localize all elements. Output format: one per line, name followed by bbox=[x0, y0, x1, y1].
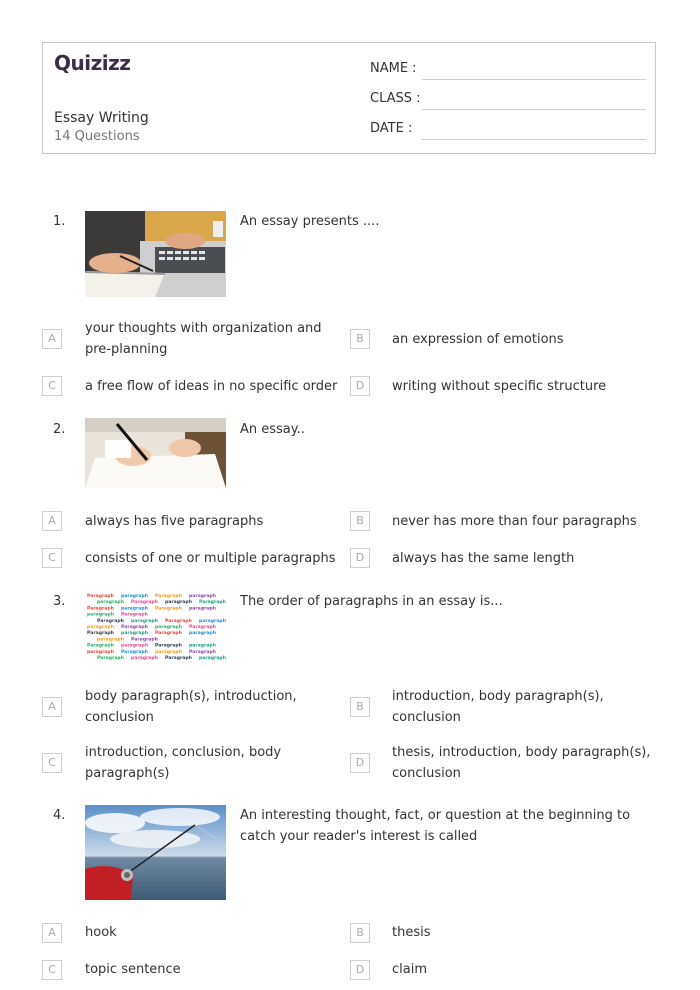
paragraph-word-cloud bbox=[85, 591, 226, 663]
word-cloud-word: Paragraph bbox=[189, 625, 216, 630]
q1-option-a-letter[interactable]: A bbox=[42, 329, 62, 349]
word-cloud-word: Paragraph bbox=[165, 656, 192, 661]
q2-option-d-text: always has the same length bbox=[392, 551, 575, 566]
word-cloud-word: paragraph bbox=[189, 643, 216, 649]
q1-option-c-letter[interactable]: C bbox=[42, 376, 62, 396]
word-cloud-word: paragraph bbox=[131, 618, 158, 624]
quizizz-logo: Quizizz bbox=[54, 51, 131, 75]
q4-option-d-text: claim bbox=[392, 962, 428, 977]
name-field[interactable] bbox=[370, 61, 646, 81]
word-cloud-word: paragraph bbox=[131, 656, 158, 661]
class-field[interactable] bbox=[370, 91, 646, 111]
q2-option-c-text: consists of one or multiple paragraphs bbox=[85, 551, 336, 566]
quiz-title: Essay Writing bbox=[54, 110, 149, 126]
word-cloud-word: Paragraph bbox=[155, 606, 182, 612]
q3-option-c-letter[interactable]: C bbox=[42, 753, 62, 773]
q3-option-b-text: introduction, body paragraph(s), conclusion bbox=[392, 689, 604, 725]
q1-option-c-text: a free flow of ideas in no specific order bbox=[85, 379, 338, 394]
word-cloud-word: Paragraph bbox=[155, 631, 182, 637]
q2-option-b-letter[interactable]: B bbox=[350, 511, 370, 531]
word-cloud-word: Paragraph bbox=[155, 594, 182, 599]
date-field[interactable] bbox=[370, 121, 646, 141]
q3-option-a-text: body paragraph(s), introduction, conclusion bbox=[85, 689, 297, 725]
word-cloud-word: paragraph bbox=[87, 625, 114, 630]
q1-option-d-letter[interactable]: D bbox=[350, 376, 370, 396]
word-cloud-word: paragraph bbox=[165, 600, 192, 606]
word-cloud-word: paragraph bbox=[189, 606, 216, 612]
word-cloud-word: Paragraph bbox=[199, 600, 226, 606]
question-4-number: 4. bbox=[53, 808, 66, 823]
q4-option-b-letter[interactable]: B bbox=[350, 923, 370, 943]
q4-option-c-text: topic sentence bbox=[85, 962, 181, 977]
q1-option-d-text: writing without specific structure bbox=[392, 379, 607, 394]
q3-option-b-letter[interactable]: B bbox=[350, 697, 370, 717]
word-cloud-word: Paragraph bbox=[131, 637, 158, 643]
word-cloud-word: Paragraph bbox=[121, 612, 148, 618]
question-3-number: 3. bbox=[53, 594, 66, 609]
fishing-photo bbox=[85, 805, 226, 900]
q3-option-a-letter[interactable]: A bbox=[42, 697, 62, 717]
word-cloud-word: Paragraph bbox=[165, 618, 192, 624]
word-cloud-word: paragraph bbox=[121, 631, 148, 637]
word-cloud-word: Paragraph bbox=[121, 649, 148, 655]
word-cloud-word: paragraph bbox=[97, 637, 124, 643]
word-cloud-word: paragraph bbox=[189, 631, 216, 637]
word-cloud-word: Paragraph bbox=[87, 594, 114, 599]
q2-option-c-letter[interactable]: C bbox=[42, 548, 62, 568]
word-cloud-word: paragraph bbox=[199, 618, 226, 624]
q1-option-b-text: an expression of emotions bbox=[392, 332, 564, 347]
word-cloud-word: Paragraph bbox=[97, 656, 124, 661]
word-cloud-word: Paragraph bbox=[189, 649, 216, 655]
q4-option-a-letter[interactable]: A bbox=[42, 923, 62, 943]
word-cloud-word: Paragraph bbox=[155, 643, 182, 649]
date-label: DATE : bbox=[370, 121, 413, 136]
word-cloud-word: Paragraph bbox=[87, 606, 114, 612]
q2-option-a-letter[interactable]: A bbox=[42, 511, 62, 531]
word-cloud-word: Paragraph bbox=[97, 618, 124, 624]
word-cloud-word: paragraph bbox=[121, 594, 148, 599]
q1-option-b-letter[interactable]: B bbox=[350, 329, 370, 349]
name-label: NAME : bbox=[370, 61, 417, 76]
date-line bbox=[422, 139, 646, 140]
question-4-text: An interesting thought, fact, or question at the beginning to catch your reader's interest is called bbox=[240, 808, 631, 844]
word-cloud-word: paragraph bbox=[87, 612, 114, 618]
question-1-text: An essay presents .... bbox=[240, 214, 380, 229]
q4-option-b-text: thesis bbox=[392, 925, 431, 940]
word-cloud-word: paragraph bbox=[87, 649, 114, 655]
question-2-number: 2. bbox=[53, 422, 66, 437]
word-cloud-word: Paragraph bbox=[87, 643, 114, 649]
word-cloud-word: paragraph bbox=[155, 625, 182, 630]
word-cloud-word: paragraph bbox=[121, 643, 148, 649]
q2-option-b-text: never has more than four paragraphs bbox=[392, 514, 637, 529]
word-cloud-word: paragraph bbox=[121, 606, 148, 612]
worksheet-header bbox=[42, 42, 656, 154]
q1-option-a-text: your thoughts with organization and pre-planning bbox=[85, 321, 322, 357]
q2-option-a-text: always has five paragraphs bbox=[85, 514, 264, 529]
question-2-text: An essay.. bbox=[240, 422, 305, 437]
question-1-number: 1. bbox=[53, 214, 66, 229]
question-3-text: The order of paragraphs in an essay is... bbox=[240, 594, 503, 609]
word-cloud-word: paragraph bbox=[199, 656, 226, 661]
word-cloud-word: Paragraph bbox=[131, 600, 158, 606]
word-cloud-word: Paragraph bbox=[87, 631, 114, 637]
name-line bbox=[422, 79, 646, 80]
q2-option-d-letter[interactable]: D bbox=[350, 548, 370, 568]
class-line bbox=[422, 109, 646, 110]
q4-option-d-letter[interactable]: D bbox=[350, 960, 370, 980]
word-cloud-word: paragraph bbox=[155, 649, 182, 655]
hand-writing-photo bbox=[85, 418, 226, 488]
q3-option-d-text: thesis, introduction, body paragraph(s), conclusion bbox=[392, 745, 651, 781]
question-count: 14 Questions bbox=[54, 129, 140, 144]
class-label: CLASS : bbox=[370, 91, 421, 106]
q3-option-c-text: introduction, conclusion, body paragraph(s) bbox=[85, 745, 282, 781]
q3-option-d-letter[interactable]: D bbox=[350, 753, 370, 773]
word-cloud-word: Paragraph bbox=[121, 625, 148, 630]
q4-option-a-text: hook bbox=[85, 925, 117, 940]
q4-option-c-letter[interactable]: C bbox=[42, 960, 62, 980]
word-cloud-word: paragraph bbox=[97, 600, 124, 606]
word-cloud-word: paragraph bbox=[189, 594, 216, 599]
laptop-writing-photo bbox=[85, 211, 226, 297]
